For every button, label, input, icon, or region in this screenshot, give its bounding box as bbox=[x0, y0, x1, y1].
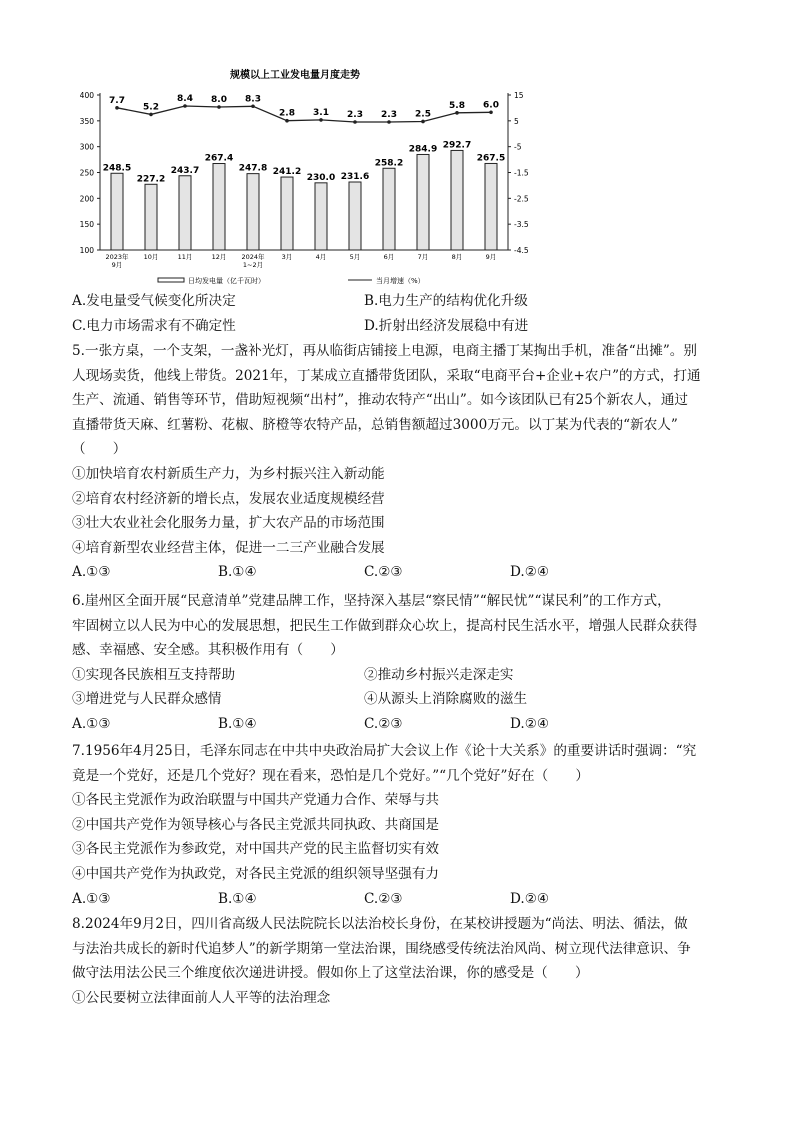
growth-point bbox=[455, 111, 459, 115]
left-tick-label: 350 bbox=[79, 116, 94, 126]
growth-line-path bbox=[117, 106, 491, 122]
q6-option-a: A.①③ bbox=[72, 715, 111, 732]
bar-value-label: 267.5 bbox=[476, 153, 506, 164]
q6-stem-line: 6.崖州区全面开展“民意清单”党建品牌工作，坚持深入基层“察民情”“解民忧”“谋民利”的工作方式， bbox=[72, 593, 671, 609]
bar bbox=[111, 173, 123, 250]
q5-item: ③壮大农业社会化服务力量，扩大农产品的市场范围 bbox=[72, 515, 385, 532]
bar bbox=[179, 176, 191, 250]
left-tick-label: 250 bbox=[79, 168, 94, 178]
chart-legend bbox=[158, 276, 425, 285]
x-tick-label: 9月 bbox=[111, 261, 123, 269]
left-tick-label: 150 bbox=[79, 220, 94, 230]
q7-option-d: D.②④ bbox=[510, 890, 550, 907]
q8-stem-line: 做守法用法公民三个维度依次递进讲授。假如你上了这堂法治课，你的感受是（ ） bbox=[72, 965, 589, 982]
growth-value-label: 2.8 bbox=[279, 108, 295, 119]
q7-item: ④中国共产党作为执政党，对各民主党派的组织领导坚强有力 bbox=[72, 865, 440, 882]
x-tick-label: 10月 bbox=[143, 253, 159, 261]
chart-bars bbox=[103, 140, 505, 250]
q4-options bbox=[72, 289, 752, 338]
right-tick-label: -3.5 bbox=[514, 220, 529, 230]
q5-stem-line: （ ） bbox=[72, 441, 127, 458]
q6-item: ③增进党与人民群众感情 bbox=[72, 691, 222, 708]
q5-item: ②培育农村经济新的增长点，发展农业适度规模经营 bbox=[72, 490, 385, 507]
right-tick-label: -1.5 bbox=[514, 168, 529, 178]
bar bbox=[247, 174, 259, 250]
bar bbox=[145, 184, 157, 250]
growth-point bbox=[387, 120, 391, 124]
growth-point bbox=[115, 106, 119, 110]
x-tick-label: 6月 bbox=[383, 253, 395, 261]
q7-options bbox=[72, 887, 752, 912]
growth-value-label: 8.0 bbox=[211, 95, 227, 106]
q5-stem-line: 直播带货天麻、红薯粉、花椒、脐橙等农特产品，总销售额超过3000万元。以丁某为代表的“新农人” bbox=[72, 416, 678, 433]
x-tick-label: 11月 bbox=[177, 253, 193, 261]
growth-value-label: 2.3 bbox=[347, 110, 363, 120]
growth-value-label: 5.2 bbox=[143, 102, 159, 113]
growth-point bbox=[421, 120, 425, 124]
question-6 bbox=[72, 589, 752, 737]
q7-option-c: C.②③ bbox=[364, 890, 403, 907]
q5-options bbox=[72, 560, 752, 585]
chart-growth-line bbox=[109, 94, 499, 124]
q6-option-c: C.②③ bbox=[364, 715, 403, 732]
bar bbox=[451, 150, 463, 250]
question-8 bbox=[72, 912, 752, 1010]
x-tick-label: 5月 bbox=[349, 253, 361, 261]
bar bbox=[315, 183, 327, 250]
bar-value-label: 241.2 bbox=[272, 167, 302, 178]
bar-value-label: 247.8 bbox=[238, 163, 268, 174]
x-tick-label: 2023年 bbox=[105, 253, 129, 261]
x-tick-label: 1~2月 bbox=[242, 261, 264, 269]
x-tick-label: 4月 bbox=[315, 253, 327, 261]
x-tick-label: 2024年 bbox=[241, 253, 265, 261]
bar-value-label: 258.2 bbox=[374, 158, 404, 169]
q8-stem-line: 与法治共成长的新时代追梦人”的新学期第一堂法治课，围绕感受传统法治风尚、树立现代法律意识、争 bbox=[72, 940, 691, 957]
growth-value-label: 8.4 bbox=[177, 94, 193, 104]
q7-option-a: A.①③ bbox=[72, 890, 111, 907]
bar bbox=[281, 177, 293, 250]
electricity-chart bbox=[60, 62, 530, 292]
growth-point bbox=[319, 118, 323, 122]
legend-bar-label: 日均发电量（亿千瓦时） bbox=[188, 277, 265, 285]
bar-value-label: 292.7 bbox=[442, 140, 472, 151]
q6-item: ④从源头上消除腐败的滋生 bbox=[364, 691, 528, 708]
bar bbox=[417, 154, 429, 250]
q4-option-a: A.发电量受气候变化所决定 bbox=[72, 293, 236, 309]
q5-option-b: B.①④ bbox=[218, 564, 257, 581]
q5-item: ①加快培育农村新质生产力，为乡村振兴注入新动能 bbox=[72, 465, 385, 482]
bar-value-label: 248.5 bbox=[102, 163, 132, 174]
q5-stem-line: 人现场卖货，他线上带货。2021年，丁某成立直播带货团队，采取“电商平台+企业+农户”的方式，打通 bbox=[72, 367, 701, 384]
q5-stem-line: 5.一张方桌，一个支架，一盏补光灯，再从临街店铺接上电源，电商主播丁某掏出手机，准备“出摊”。别 bbox=[72, 343, 697, 359]
q4-option-b: B.电力生产的结构优化升级 bbox=[364, 293, 528, 309]
bar-value-label: 230.0 bbox=[306, 172, 336, 183]
q5-option-d: D.②④ bbox=[510, 564, 550, 581]
growth-point bbox=[183, 104, 187, 108]
q4-options-row-2 bbox=[72, 314, 752, 339]
right-tick-label: -5 bbox=[514, 142, 522, 152]
left-tick-label: 200 bbox=[79, 194, 94, 204]
x-tick-label: 8月 bbox=[451, 253, 463, 261]
bar bbox=[383, 168, 395, 250]
q7-stem-line: 竟是一个党好，还是几个党好？现在看来，恐怕是几个党好。”“几个党好”好在（ ） bbox=[72, 767, 590, 784]
x-tick-label: 9月 bbox=[485, 253, 497, 261]
growth-point bbox=[489, 110, 493, 114]
growth-value-label: 3.1 bbox=[313, 107, 329, 118]
bar bbox=[349, 182, 361, 250]
bar-value-label: 227.2 bbox=[136, 174, 166, 185]
right-tick-label: -2.5 bbox=[514, 194, 529, 204]
q5-item: ④培育新型农业经营主体，促进一二三产业融合发展 bbox=[72, 539, 385, 556]
legend-line-label: 当月增速（%） bbox=[376, 277, 425, 285]
q7-option-b: B.①④ bbox=[218, 890, 257, 907]
growth-value-label: 6.0 bbox=[483, 100, 499, 111]
growth-point bbox=[353, 120, 357, 124]
x-tick-label: 12月 bbox=[211, 253, 227, 261]
q8-stem-line: 8.2024年9月2日，四川省高级人民法院院长以法治校长身份，在某校讲授题为“尚法、明法、循法，做 bbox=[72, 916, 688, 932]
q4-options-row-1 bbox=[72, 289, 752, 314]
q6-item: ①实现各民族相互支持帮助 bbox=[72, 666, 236, 683]
question-5 bbox=[72, 339, 752, 585]
x-tick-label: 7月 bbox=[417, 253, 429, 261]
growth-point bbox=[217, 105, 221, 109]
right-tick-label: 15 bbox=[514, 91, 524, 100]
q7-item: ①各民主党派作为政治联盟与中国共产党通力合作、荣辱与共 bbox=[72, 792, 440, 809]
q7-stem-line: 7.1956年4月25日，毛泽东同志在中共中央政治局扩大会议上作《论十大关系》的重要讲话时强调：“究 bbox=[72, 743, 697, 759]
q6-options bbox=[72, 712, 752, 737]
bar-value-label: 267.4 bbox=[204, 153, 234, 164]
bar bbox=[485, 163, 497, 250]
question-7 bbox=[72, 739, 752, 911]
q5-option-a: A.①③ bbox=[72, 564, 111, 581]
bar-value-label: 231.6 bbox=[340, 172, 370, 183]
growth-point bbox=[285, 119, 289, 123]
left-tick-label: 300 bbox=[79, 142, 94, 152]
bar-value-label: 284.9 bbox=[408, 144, 438, 155]
chart-title: 规模以上工业发电量月度走势 bbox=[230, 70, 360, 81]
bar-value-label: 243.7 bbox=[170, 165, 200, 176]
bar bbox=[213, 164, 225, 250]
q4-option-d: D.折射出经济发展稳中有进 bbox=[364, 317, 529, 334]
q7-item: ②中国共产党作为领导核心与各民主党派共同执政、共商国是 bbox=[72, 816, 440, 833]
q6-items-row-1 bbox=[72, 663, 752, 688]
right-tick-label: -4.5 bbox=[514, 246, 529, 255]
right-tick-label: 5 bbox=[514, 116, 519, 126]
q7-item: ③各民主党派作为参政党，对中国共产党的民主监督切实有效 bbox=[72, 841, 440, 858]
q6-option-d: D.②④ bbox=[510, 715, 550, 732]
growth-point bbox=[149, 113, 153, 117]
q6-items-row-2 bbox=[72, 687, 752, 712]
growth-value-label: 2.3 bbox=[381, 110, 397, 120]
q4-option-c: C.电力市场需求有不确定性 bbox=[72, 317, 236, 334]
left-tick-label: 100 bbox=[79, 246, 94, 255]
q6-item: ②推动乡村振兴走深走实 bbox=[364, 666, 514, 683]
growth-point bbox=[251, 104, 255, 108]
growth-value-label: 5.8 bbox=[449, 100, 465, 111]
growth-value-label: 7.7 bbox=[109, 95, 125, 106]
q6-option-b: B.①④ bbox=[218, 715, 257, 732]
q6-stem-line: 感、幸福感、安全感。其积极作用有（ ） bbox=[72, 642, 344, 659]
growth-value-label: 2.5 bbox=[415, 109, 431, 120]
x-tick-label: 3月 bbox=[281, 253, 293, 261]
left-tick-label: 400 bbox=[79, 91, 94, 100]
q5-option-c: C.②③ bbox=[364, 564, 403, 581]
growth-value-label: 8.3 bbox=[245, 94, 261, 105]
q8-item: ①公民要树立法律面前人人平等的法治理念 bbox=[72, 989, 331, 1006]
q6-stem-line: 牢固树立以人民为中心的发展思想，把民生工作做到群众心坎上，提高村民生活水平，增强人民群众获得 bbox=[72, 617, 698, 634]
q5-stem-line: 生产、流通、销售等环节，借助短视频“出村”，推动农特产“出山”。如今该团队已有25个新农人，通过 bbox=[72, 392, 689, 409]
